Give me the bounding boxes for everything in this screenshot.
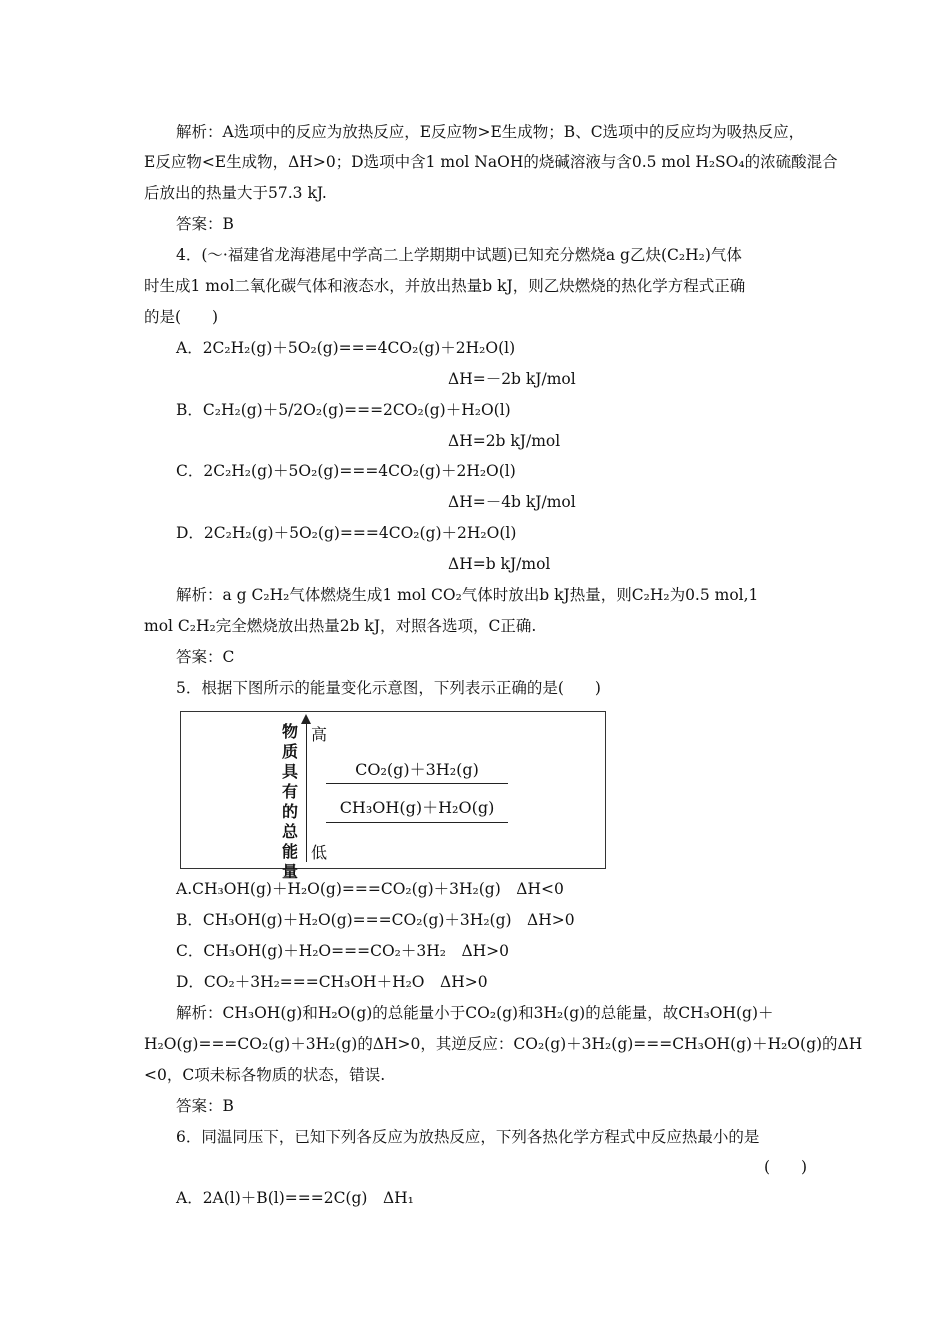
text-line: 答案：B [176, 215, 234, 233]
text-line: 6．同温同压下，已知下列各反应为放热反应，下列各热化学方程式中反应热最小的是 [176, 1128, 760, 1146]
text-line: A.CH₃OH(g)＋H₂O(g)===CO₂(g)＋3H₂(g) ΔH<0 [176, 880, 564, 898]
text-line: <0，C项未标各物质的状态，错误. [144, 1066, 386, 1084]
text-line: 解析：a g C₂H₂气体燃烧生成1 mol CO₂气体时放出b kJ热量，则C₂H₂为0.5 mol,1 [176, 586, 759, 604]
axis-label-char: 能 [281, 842, 298, 861]
text-line: B．CH₃OH(g)＋H₂O(g)===CO₂(g)＋3H₂(g) ΔH>0 [176, 911, 575, 929]
axis-label-char: 质 [281, 742, 298, 761]
axis-label-char: 总 [281, 822, 298, 841]
text-line: ( ) [764, 1158, 808, 1176]
text-line: D．2C₂H₂(g)＋5O₂(g)===4CO₂(g)＋2H₂O(l) [176, 524, 517, 542]
text-line: ΔH=－4b kJ/mol [448, 493, 576, 511]
energy-diagram [180, 711, 606, 881]
text-line: 解析：A选项中的反应为放热反应，E反应物>E生成物；B、C选项中的反应均为吸热反应， [176, 123, 805, 141]
text-line: 4．(～·福建省龙海港尾中学高二上学期期中试题)已知充分燃烧a g乙炔(C₂H₂)气体 [176, 246, 742, 264]
text-line: A．2A(l)＋B(l)===2C(g) ΔH₁ [176, 1189, 414, 1207]
text-line: ΔH=－2b kJ/mol [448, 370, 576, 388]
axis-label-char: 量 [281, 862, 298, 881]
axis-label-char: 具 [281, 762, 298, 781]
text-line: C．CH₃OH(g)＋H₂O===CO₂＋3H₂ ΔH>0 [176, 942, 510, 960]
text-line: 答案：B [176, 1097, 234, 1115]
text-line: E反应物<E生成物，ΔH>0；D选项中含1 mol NaOH的烧碱溶液与含0.5 mol H₂SO₄的浓硫酸混合 [144, 153, 838, 171]
energy-axis-label [280, 722, 300, 882]
text-line: H₂O(g)===CO₂(g)＋3H₂(g)的ΔH>0，其逆反应：CO₂(g)＋3H₂(g)===CH₃OH(g)＋H₂O(g)的ΔH [144, 1035, 863, 1053]
upper-energy-level-label: CO₂(g)＋3H₂(g) [355, 760, 479, 779]
text-line: 后放出的热量大于57.3 kJ. [144, 184, 327, 202]
text-line: 的是( ) [144, 308, 219, 326]
text-line: mol C₂H₂完全燃烧放出热量2b kJ，对照各选项，C正确. [144, 617, 537, 635]
text-line: D．CO₂＋3H₂===CH₃OH＋H₂O ΔH>0 [176, 973, 488, 991]
text-line: B．C₂H₂(g)＋5/2O₂(g)===2CO₂(g)＋H₂O(l) [176, 401, 511, 419]
upper-energy-level-line [326, 783, 508, 784]
high-label: 高 [311, 725, 328, 744]
text-line: 5．根据下图所示的能量变化示意图，下列表示正确的是( ) [176, 679, 601, 697]
text-line: C．2C₂H₂(g)＋5O₂(g)===4CO₂(g)＋2H₂O(l) [176, 462, 516, 480]
text-line: 答案：C [176, 648, 235, 666]
text-line: A．2C₂H₂(g)＋5O₂(g)===4CO₂(g)＋2H₂O(l) [176, 339, 516, 357]
energy-axis [306, 722, 307, 862]
lower-energy-level-line [326, 822, 508, 823]
text-line: 时生成1 mol二氧化碳气体和液态水，并放出热量b kJ，则乙炔燃烧的热化学方程式正确 [144, 277, 746, 295]
text-line: ΔH=b kJ/mol [448, 555, 551, 573]
lower-energy-level-label: CH₃OH(g)＋H₂O(g) [339, 798, 495, 817]
axis-label-char: 物 [281, 722, 298, 741]
axis-label-char: 有 [281, 782, 298, 801]
text-line: ΔH=2b kJ/mol [448, 432, 561, 450]
axis-label-char: 的 [281, 802, 298, 821]
low-label: 低 [311, 843, 328, 862]
text-line: 解析：CH₃OH(g)和H₂O(g)的总能量小于CO₂(g)和3H₂(g)的总能量，故CH₃OH(g)＋ [176, 1004, 774, 1022]
